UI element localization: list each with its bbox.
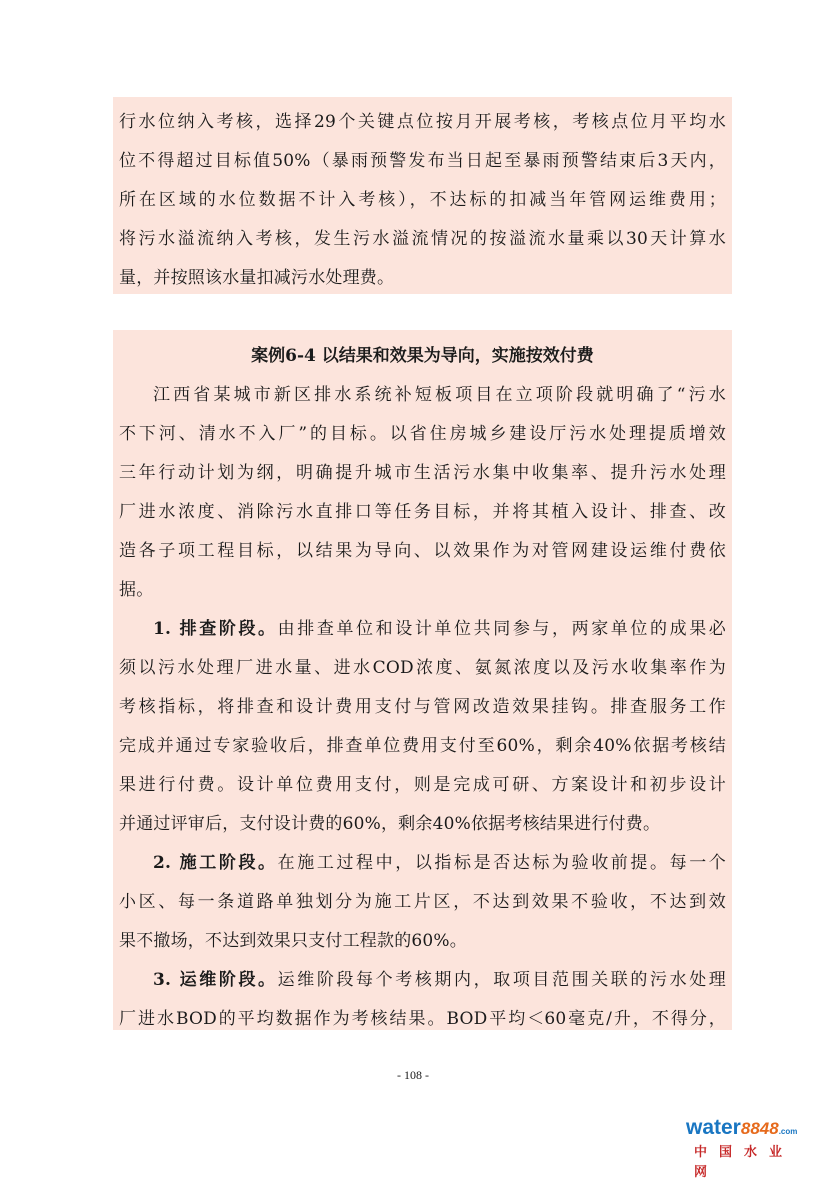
text-line: 所在区域的水位数据不计入考核），不达标的扣减当年管网运维费用； (119, 190, 726, 210)
stage2-heading: 2. 施工阶段。 (153, 853, 278, 873)
logo-word: water (686, 1116, 741, 1139)
text-line: 江西省某城市新区排水系统补短板项目在立项阶段就明确了“污水 (153, 385, 726, 405)
stage3-text: 运维阶段每个考核期内，取项目范围关联的污水处理 (277, 970, 726, 990)
text-line: 并通过评审后，支付设计费的60%，剩余40%依据考核结果进行付费。 (119, 814, 661, 834)
stage2-first-line (119, 844, 726, 883)
text-line: 将污水溢流纳入考核，发生污水溢流情况的按溢流水量乘以30天计算水 (119, 229, 726, 249)
logo-number: 8848 (740, 1119, 779, 1138)
text-line: 位不得超过目标值50%（暴雨预警发布当日起至暴雨预警结束后3天内， (119, 151, 726, 171)
case-study-box (113, 330, 732, 1030)
text-line: 须以污水处理厂进水量、进水COD浓度、氨氮浓度以及污水收集率作为 (119, 658, 726, 678)
page-number: - 108 - (397, 1068, 429, 1082)
watermark-subtitle: 中国水业网 (694, 1145, 795, 1180)
text-line: 完成并通过专家验收后，排查单位费用支付至60%，剩余40%依据考核结 (119, 736, 726, 756)
text-line: 果不撤场，不达到效果只支付工程款的60%。 (119, 931, 467, 951)
text-line: 据。 (119, 580, 154, 600)
stage1-text: 由排查单位和设计单位共同参与，两家单位的成果必 (277, 619, 726, 639)
watermark-logo (686, 1116, 816, 1180)
stage1-heading: 1. 排查阶段。 (153, 619, 278, 639)
text-line: 造各子项工程目标，以结果为导向、以效果作为对管网建设运维付费依 (119, 541, 726, 561)
text-line: 厂进水BOD的平均数据作为考核结果。BOD平均＜60毫克/升，不得分， (119, 1009, 726, 1029)
text-line: 考核指标，将排查和设计费用支付与管网改造效果挂钩。排查服务工作 (119, 697, 726, 717)
stage3-heading: 3. 运维阶段。 (153, 970, 278, 990)
stage2-text: 在施工过程中，以指标是否达标为验收前提。每一个 (277, 853, 726, 873)
stage3-first-line (119, 961, 726, 1000)
highlight-box-continuation (113, 97, 732, 294)
text-line: 小区、每一条道路单独划分为施工片区，不达到效果不验收，不达到效 (119, 892, 726, 912)
watermark-logo-text (686, 1117, 816, 1143)
case-title: 案例6-4 以结果和效果为导向，实施按效付费 (251, 346, 594, 366)
text-line: 行水位纳入考核，选择29个关键点位按月开展考核，考核点位月平均水 (119, 112, 726, 132)
logo-suffix: .com (778, 1127, 798, 1136)
text-line: 三年行动计划为纲，明确提升城市生活污水集中收集率、提升污水处理 (119, 463, 726, 483)
text-line: 不下河、清水不入厂”的目标。以省住房城乡建设厅污水处理提质增效 (119, 424, 726, 444)
text-line: 果进行付费。设计单位费用支付，则是完成可研、方案设计和初步设计 (119, 775, 726, 795)
text-line: 量，并按照该水量扣减污水处理费。 (119, 268, 395, 288)
stage1-first-line (119, 610, 726, 649)
text-line: 厂进水浓度、消除污水直排口等任务目标，并将其植入设计、排查、改 (119, 502, 726, 522)
